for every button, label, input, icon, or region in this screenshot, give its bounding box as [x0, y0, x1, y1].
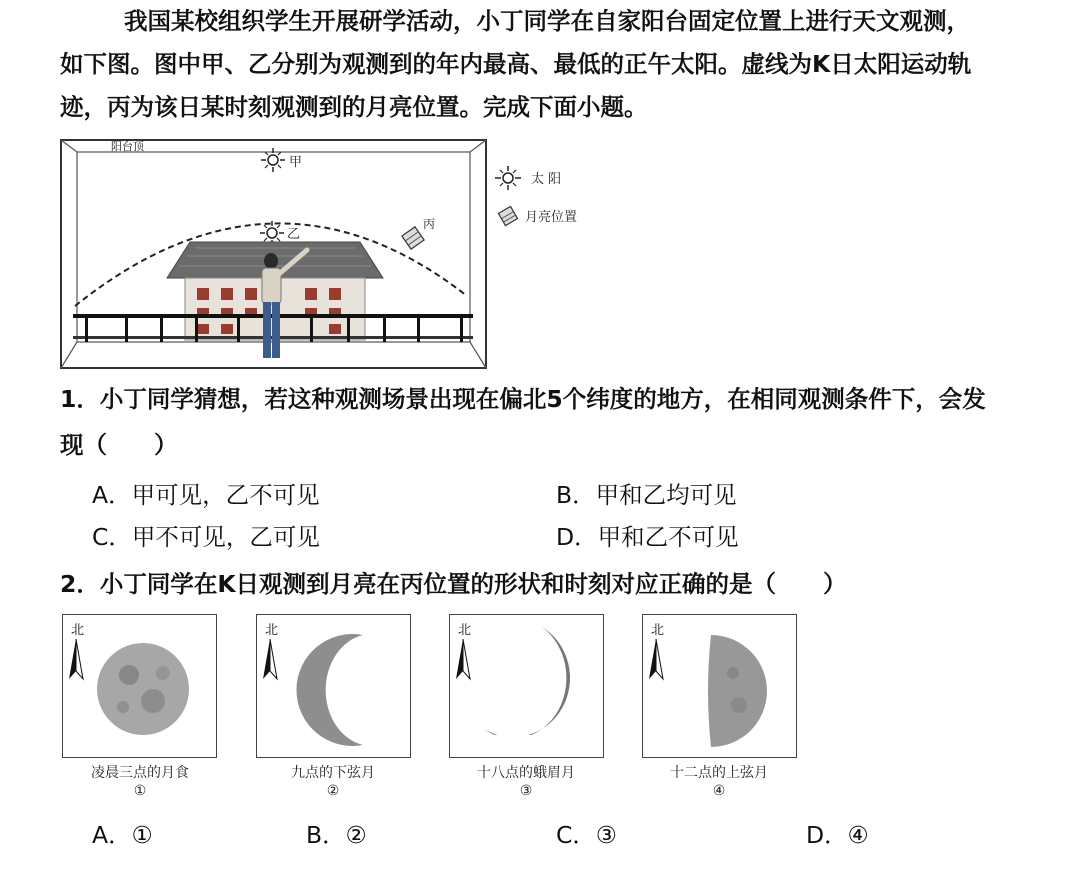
question-1-line-1: 1．小丁同学猜想，若这种观测场景出现在偏北5个纬度的地方，在相同观测条件下，会发: [60, 385, 986, 413]
q2-option-c[interactable]: C．③: [556, 821, 617, 849]
north-label: 北: [458, 623, 472, 638]
north-arrow-icon: [67, 639, 85, 683]
moon-panel-4: [642, 614, 797, 758]
legend-sun-label: 太 阳: [531, 172, 562, 187]
q1-option-b[interactable]: B．甲和乙均可见: [556, 481, 737, 509]
intro-line-1: 我国某校组织学生开展研学活动，小丁同学在自家阳台固定位置上进行天文观测，: [124, 7, 970, 35]
legend-sun-icon: [495, 166, 521, 190]
first-quarter-moon-icon: [703, 633, 773, 749]
north-arrow-icon: [261, 639, 279, 683]
q1-option-c[interactable]: C．甲不可见，乙可见: [92, 523, 320, 551]
sun-jia-label: 甲: [289, 155, 303, 170]
moon-panel-1: [62, 614, 217, 758]
moon-caption-3: 十八点的蛾眉月 ③: [477, 765, 575, 799]
waning-crescent-icon: [293, 631, 383, 749]
north-label: 北: [71, 623, 85, 638]
moon-caption-1: 凌晨三点的月食 ①: [91, 765, 189, 799]
q2-option-d[interactable]: D．④: [806, 821, 869, 849]
full-moon-eclipse-icon: [93, 639, 193, 739]
q1-option-d[interactable]: D．甲和乙不可见: [556, 523, 739, 551]
sun-yi-label: 乙: [287, 227, 301, 242]
balcony-observation-figure: [55, 136, 595, 372]
moon-caption-2: 九点的下弦月 ②: [291, 765, 375, 799]
north-label: 北: [651, 623, 665, 638]
legend-moon-icon: [498, 206, 517, 225]
intro-line-3: 迹，丙为该日某时刻观测到的月亮位置。完成下面小题。: [60, 93, 648, 121]
q1-option-a[interactable]: A．甲可见，乙不可见: [92, 481, 320, 509]
roof-label: 阳台顶: [111, 140, 144, 153]
intro-paragraph: [60, 0, 1050, 129]
north-arrow-icon: [647, 639, 665, 683]
moon-caption-4: 十二点的上弦月 ④: [670, 765, 768, 799]
question-1-line-2: 现（ ）: [60, 431, 178, 459]
intro-line-2: 如下图。图中甲、乙分别为观测到的年内最高、最低的正午太阳。虚线为K日太阳运动轨: [60, 50, 972, 78]
evening-crescent-icon: [476, 625, 576, 735]
question-2-text: 2．小丁同学在K日观测到月亮在丙位置的形状和时刻对应正确的是（ ）: [60, 570, 847, 598]
north-label: 北: [265, 623, 279, 638]
moon-panel-3: [449, 614, 604, 758]
legend-moon-label: 月亮位置: [525, 210, 578, 225]
moon-bing-label: 丙: [423, 217, 436, 231]
q2-option-b[interactable]: B．②: [306, 821, 367, 849]
moon-panel-2: [256, 614, 411, 758]
north-arrow-icon: [454, 639, 472, 683]
q2-option-a[interactable]: A．①: [92, 821, 153, 849]
